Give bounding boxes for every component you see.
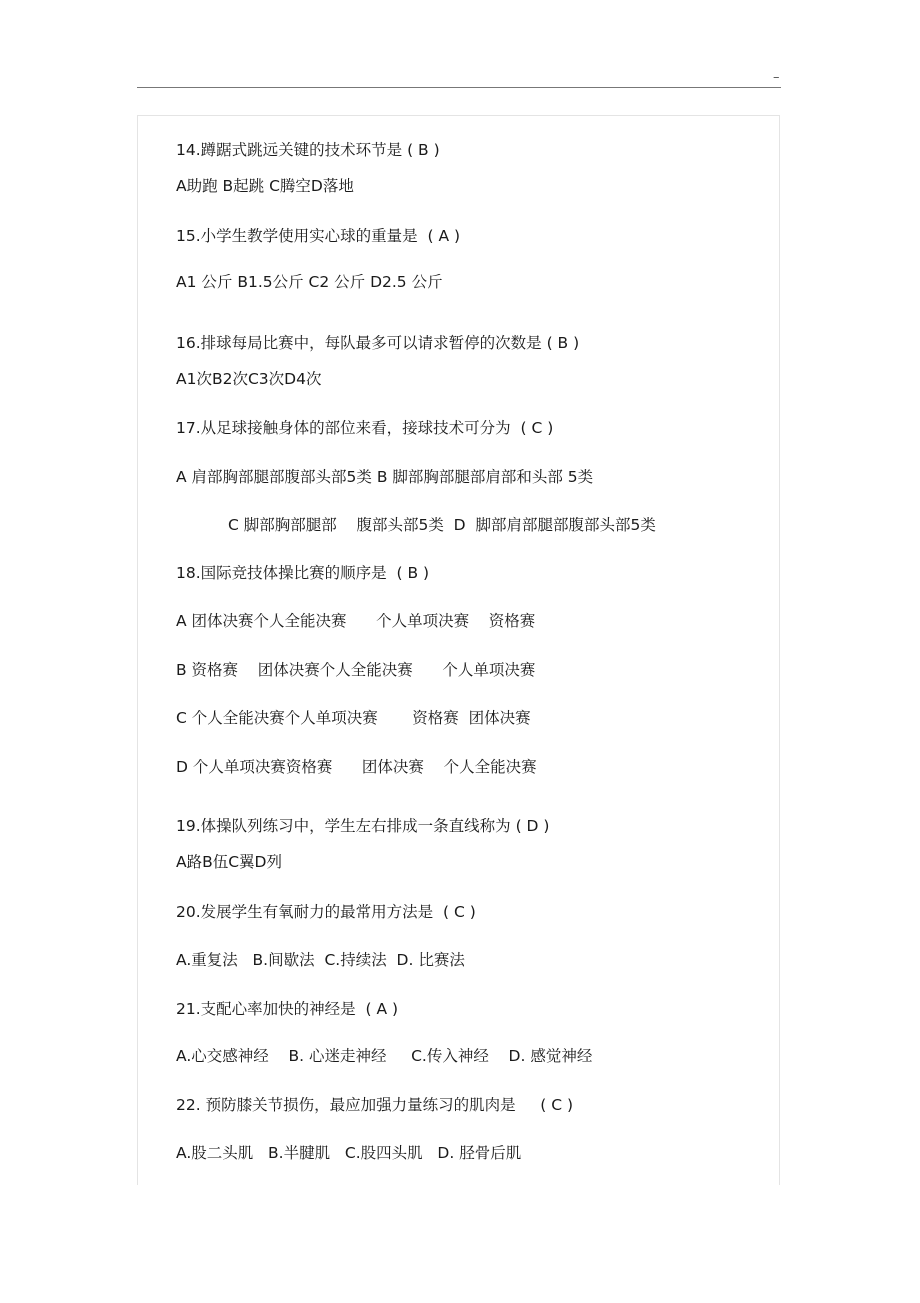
option-18-d: D 个人单项决赛资格赛 团体决赛 个人全能决赛 [176,758,537,776]
question-14: 14.蹲踞式跳远关键的技术环节是 ( B ) [176,141,440,159]
question-20: 20.发展学生有氧耐力的最常用方法是 ( C ) [176,903,476,921]
options-17-ab: A 肩部胸部腿部腹部头部5类 B 脚部胸部腿部肩部和头部 5类 [176,468,594,486]
options-17-cd: C 脚部胸部腿部 腹部头部5类 D 脚部肩部腿部腹部头部5类 [228,516,656,534]
question-22: 22. 预防膝关节损伤，最应加强力量练习的肌肉是 ( C ) [176,1096,573,1114]
question-16: 16.排球每局比赛中，每队最多可以请求暂停的次数是 ( B ) [176,334,580,352]
question-21: 21.支配心率加快的神经是 ( A ) [176,1000,399,1018]
options-22: A.股二头肌 B.半腱肌 C.股四头肌 D. 胫骨后肌 [176,1144,522,1162]
page-header-mark: – [773,70,780,85]
question-17: 17.从足球接触身体的部位来看，接球技术可分为 ( C ) [176,419,554,437]
options-15: A1 公斤 B1.5公斤 C2 公斤 D2.5 公斤 [176,273,443,291]
question-15: 15.小学生教学使用实心球的重量是 ( A ) [176,227,461,245]
question-18: 18.国际竞技体操比赛的顺序是 ( B ) [176,564,430,582]
option-18-c: C 个人全能决赛个人单项决赛 资格赛 团体决赛 [176,709,531,727]
options-16: A1次B2次C3次D4次 [176,370,322,388]
option-18-a: A 团体决赛个人全能决赛 个人单项决赛 资格赛 [176,612,536,630]
options-19: A路B伍C翼D列 [176,853,282,871]
header-rule [137,87,781,88]
options-21: A.心交感神经 B. 心迷走神经 C.传入神经 D. 感觉神经 [176,1047,593,1065]
option-18-b: B 资格赛 团体决赛个人全能决赛 个人单项决赛 [176,661,536,679]
question-19: 19.体操队列练习中，学生左右排成一条直线称为 ( D ) [176,817,550,835]
options-14: A助跑 B起跳 C腾空D落地 [176,177,354,195]
options-20: A.重复法 B.间歇法 C.持续法 D. 比赛法 [176,951,465,969]
